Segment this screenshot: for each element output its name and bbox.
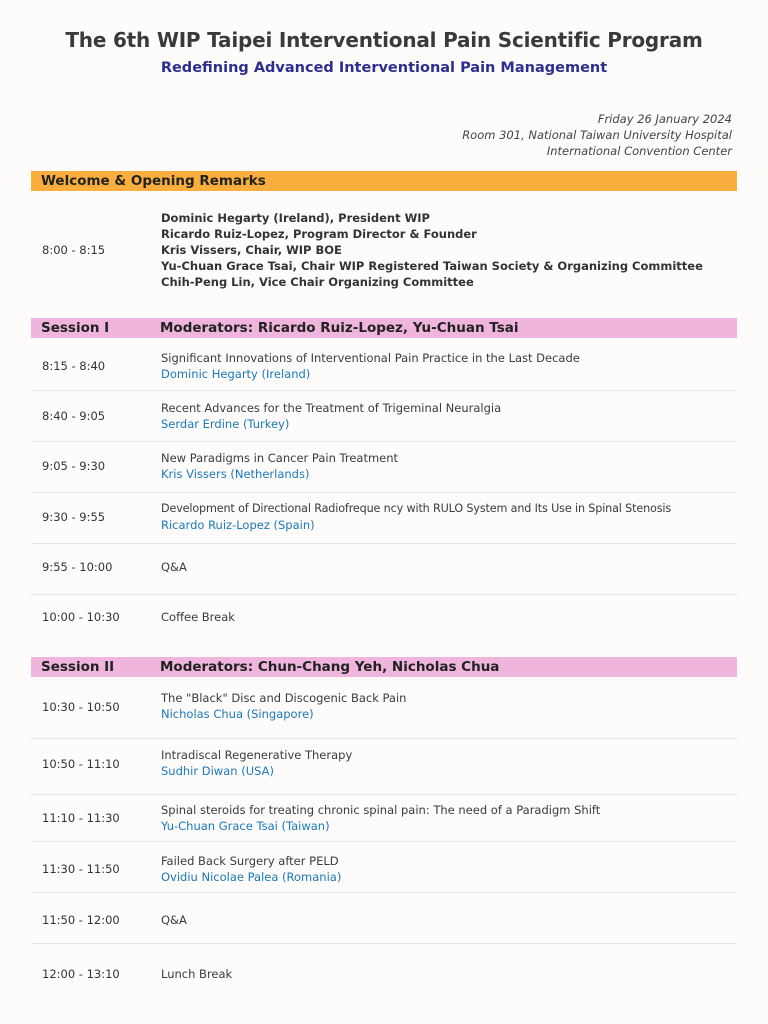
row-time: 9:55 - 10:00	[42, 560, 113, 574]
talk-title: The "Black" Disc and Discogenic Back Pain	[161, 691, 407, 705]
welcome-block	[31, 210, 737, 292]
row-time: 9:05 - 9:30	[42, 459, 106, 473]
talk-speaker: Dominic Hegarty (Ireland)	[161, 367, 311, 381]
schedule-row	[31, 493, 737, 544]
row-talk	[161, 450, 398, 482]
row-talk	[161, 966, 232, 982]
talk-speaker: Nicholas Chua (Singapore)	[161, 707, 314, 721]
welcome-name: Dominic Hegarty (Ireland), President WIP	[161, 211, 430, 225]
talk-title: Q&A	[161, 560, 187, 574]
row-talk	[161, 609, 235, 625]
session-1-banner	[31, 318, 737, 338]
talk-title: Recent Advances for the Treatment of Trigeminal Neuralgia	[161, 401, 502, 415]
row-talk	[161, 912, 187, 928]
schedule-row	[31, 739, 737, 795]
welcome-banner	[31, 171, 737, 191]
talk-title: Intradiscal Regenerative Therapy	[161, 748, 353, 762]
row-time: 8:15 - 8:40	[42, 359, 106, 373]
program-subtitle: Redefining Advanced Interventional Pain Management	[160, 60, 608, 76]
row-talk	[161, 690, 406, 722]
row-time: 11:10 - 11:30	[42, 811, 120, 825]
row-talk	[161, 853, 341, 885]
row-time: 12:00 - 13:10	[42, 967, 120, 981]
schedule-row	[31, 944, 737, 1004]
program-title: The 6th WIP Taipei Interventional Pain Scientific Program	[65, 28, 703, 52]
schedule-row	[31, 544, 737, 595]
welcome-name: Yu-Chuan Grace Tsai, Chair WIP Registered Taiwan Society & Organizing Committee	[161, 259, 703, 273]
talk-title: New Paradigms in Cancer Pain Treatment	[161, 451, 399, 465]
schedule-row	[31, 893, 737, 944]
session-2-label: Session II	[41, 659, 115, 675]
talk-title: Coffee Break	[161, 610, 235, 624]
row-talk	[161, 802, 600, 834]
talk-title: Failed Back Surgery after PELD	[161, 854, 339, 868]
session-1-moderators: Moderators: Ricardo Ruiz-Lopez, Yu-Chuan Tsai	[160, 320, 519, 336]
welcome-label: Welcome & Opening Remarks	[41, 173, 266, 189]
row-time: 11:50 - 12:00	[42, 913, 120, 927]
schedule-row	[31, 842, 737, 893]
row-time: 10:30 - 10:50	[42, 700, 120, 714]
welcome-name: Chih-Peng Lin, Vice Chair Organizing Committee	[161, 275, 474, 289]
session-1-label: Session I	[41, 320, 110, 336]
talk-speaker: Ovidiu Nicolae Palea (Romania)	[161, 870, 342, 884]
welcome-time: 8:00 - 8:15	[42, 243, 106, 257]
row-talk	[161, 747, 352, 779]
venue-info	[462, 111, 732, 159]
schedule-row	[31, 341, 737, 391]
talk-title: Spinal steroids for treating chronic spinal pain: The need of a Paradigm Shift	[161, 803, 601, 817]
row-time: 8:40 - 9:05	[42, 409, 106, 423]
row-talk	[161, 501, 671, 533]
row-time: 9:30 - 9:55	[42, 510, 106, 524]
welcome-name: Kris Vissers, Chair, WIP BOE	[161, 243, 342, 257]
event-center: International Convention Center	[546, 144, 732, 158]
schedule-row	[31, 595, 737, 645]
session-2-banner	[31, 657, 737, 677]
talk-title: Lunch Break	[161, 967, 233, 981]
welcome-names	[161, 210, 703, 290]
talk-speaker: Sudhir Diwan (USA)	[161, 764, 274, 778]
event-date: Friday 26 January 2024	[597, 112, 732, 126]
schedule-row	[31, 391, 737, 442]
talk-speaker: Yu-Chuan Grace Tsai (Taiwan)	[161, 819, 330, 833]
talk-speaker: Kris Vissers (Netherlands)	[161, 467, 310, 481]
talk-title: Q&A	[161, 913, 187, 927]
talk-title: Significant Innovations of Interventional Pain Practice in the Last Decade	[161, 351, 580, 365]
row-talk	[161, 400, 501, 432]
row-time: 10:00 - 10:30	[42, 610, 120, 624]
row-talk	[161, 350, 580, 382]
row-time: 11:30 - 11:50	[42, 862, 120, 876]
schedule-row	[31, 442, 737, 493]
talk-speaker: Serdar Erdine (Turkey)	[161, 417, 290, 431]
schedule-row	[31, 680, 737, 739]
session-2-moderators: Moderators: Chun-Chang Yeh, Nicholas Chua	[160, 659, 500, 675]
talk-title: Development of Directional Radiofreque ncy with RULO System and Its Use in Spinal Stenosis	[161, 502, 672, 515]
row-time: 10:50 - 11:10	[42, 757, 120, 771]
welcome-name: Ricardo Ruiz-Lopez, Program Director & Founder	[161, 227, 477, 241]
schedule-row	[31, 795, 737, 842]
event-room: Room 301, National Taiwan University Hospital	[462, 128, 732, 142]
row-talk	[161, 559, 187, 575]
talk-speaker: Ricardo Ruiz-Lopez (Spain)	[161, 518, 315, 532]
